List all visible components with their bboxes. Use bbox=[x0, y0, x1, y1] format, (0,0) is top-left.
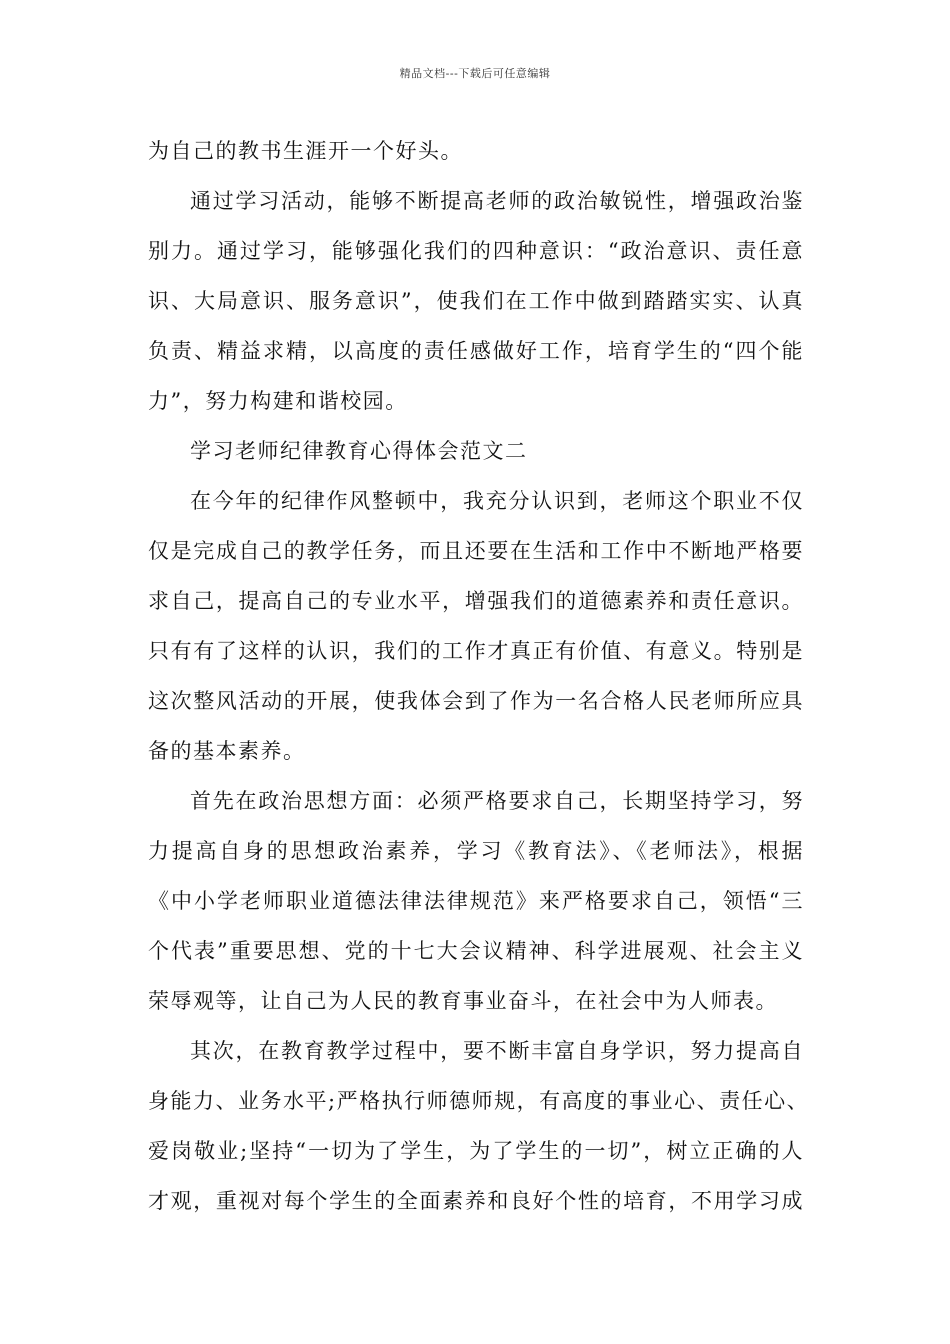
text-line: 备的基本素养。 bbox=[148, 739, 306, 763]
text-line: 求自己，提高自己的专业水平，增强我们的道德素养和责任意识。 bbox=[148, 589, 804, 613]
paragraph-start-line: 在今年的纪律作风整顿中，我充分认识到，老师这个职业不仅 bbox=[190, 489, 804, 513]
paragraph-start-line: 通过学习活动，能够不断提高老师的政治敏锐性，增强政治鉴 bbox=[190, 189, 804, 213]
text-line: 力”，努力构建和谐校园。 bbox=[148, 389, 408, 413]
paragraph-start-line: 其次，在教育教学过程中，要不断丰富自身学识，努力提高自 bbox=[190, 1039, 804, 1063]
text-line: 力提高自身的思想政治素养，学习《教育法》、《老师法》，根据 bbox=[148, 839, 804, 863]
text-line: 只有有了这样的认识，我们的工作才真正有价值、有意义。特别是 bbox=[148, 639, 804, 663]
text-line: 爱岗敬业;坚持“一切为了学生，为了学生的一切”，树立正确的人 bbox=[148, 1139, 804, 1163]
text-line: 《中小学老师职业道德法律法律规范》来严格要求自己，领悟“三 bbox=[148, 889, 804, 913]
section-heading: 学习老师纪律教育心得体会范文二 bbox=[190, 439, 528, 463]
text-line: 个代表”重要思想、党的十七大会议精神、科学进展观、社会主义 bbox=[148, 939, 804, 963]
text-line: 为自己的教书生涯开一个好头。 bbox=[148, 139, 463, 163]
page-header: 精品文档---下载后可任意编辑 bbox=[399, 67, 551, 80]
text-line: 仅是完成自己的教学任务，而且还要在生活和工作中不断地严格要 bbox=[148, 539, 804, 563]
text-line: 别力。通过学习，能够强化我们的四种意识：“政治意识、责任意 bbox=[148, 239, 804, 263]
text-line: 荣辱观等，让自己为人民的教育事业奋斗，在社会中为人师表。 bbox=[148, 989, 778, 1013]
paragraph-start-line: 首先在政治思想方面：必须严格要求自己，长期坚持学习，努 bbox=[190, 789, 804, 813]
text-line: 身能力、业务水平;严格执行师德师规，有高度的事业心、责任心、 bbox=[148, 1089, 810, 1113]
text-line: 这次整风活动的开展，使我体会到了作为一名合格人民老师所应具 bbox=[148, 689, 804, 713]
text-line: 负责、精益求精，以高度的责任感做好工作，培育学生的“四个能 bbox=[148, 339, 804, 363]
text-line: 识、大局意识、服务意识”，使我们在工作中做到踏踏实实、认真 bbox=[148, 289, 804, 313]
text-line: 才观，重视对每个学生的全面素养和良好个性的培育，不用学习成 bbox=[148, 1189, 804, 1213]
document-body bbox=[148, 126, 810, 1226]
